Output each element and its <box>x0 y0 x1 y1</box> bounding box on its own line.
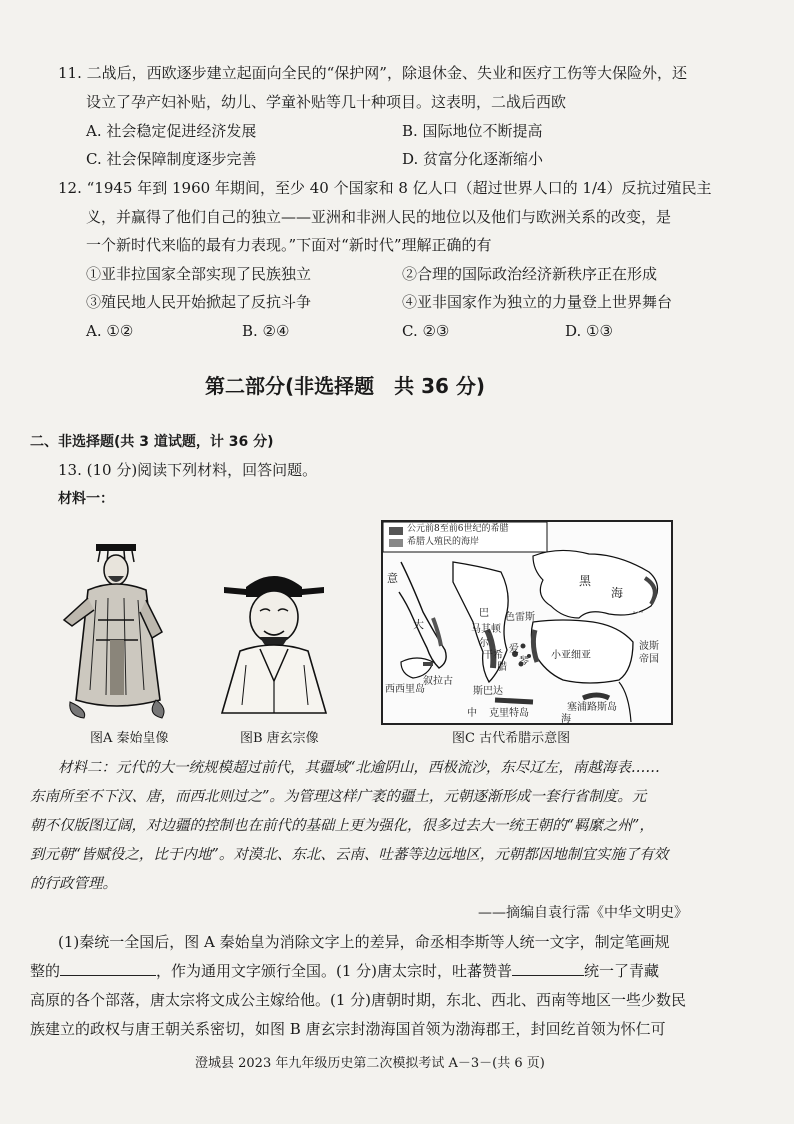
map-legend-greece: 公元前8至前6世纪的希腊 <box>407 524 509 534</box>
q11-option-b: B. 国际地位不断提高 <box>402 122 543 140</box>
map-label: 琴 <box>519 656 529 667</box>
map-label: 大 <box>413 618 424 631</box>
material2-line2: 东南所至不下汉、唐，而西北则过之”。为管理这样广袤的疆土，元朝逐渐形成一套行省制度。元 <box>30 789 647 805</box>
figure-b-caption: 图B 唐玄宗像 <box>240 731 319 746</box>
q11-stem-line1: 11. 二战后，西欧逐步建立起面向全民的“保护网”，除退休金、失业和医疗工伤等大保险外，还 <box>58 64 687 82</box>
q11-option-c: C. 社会保障制度逐步完善 <box>86 150 257 168</box>
map-label: 腊 <box>497 662 507 673</box>
q12-statement-3: ③殖民地人民开始掀起了反抗斗争 <box>86 293 312 311</box>
map-label: 叙拉古 <box>423 676 453 687</box>
map-legend-colonies: 希腊人殖民的海岸 <box>407 537 480 547</box>
ancient-greece-map <box>381 520 673 725</box>
answer-blank-script[interactable] <box>60 961 156 976</box>
material2-line1: 材料二：元代的大一统规模超过前代，其疆域“北逾阴山，西极流沙，东尽辽左，南越海表…… <box>58 760 660 776</box>
map-label: 色雷斯 <box>505 612 535 623</box>
material2-line5: 的行政管理。 <box>30 876 117 892</box>
map-label: 海 <box>561 714 571 725</box>
tang-xuanzong-portrait <box>216 565 332 715</box>
material2-line3: 朝不仅版图辽阔，对边疆的控制也在前代的基础上更为强化，很多过去大一统王朝的“羁縻之州”， <box>30 818 654 834</box>
q12-option-c: C. ②③ <box>402 322 450 340</box>
map-label: 中 <box>467 708 477 719</box>
map-label: 尔 <box>479 638 489 649</box>
map-label: 克里特岛 <box>489 708 529 719</box>
q12-statement-2: ②合理的国际政治经济新秩序正在形成 <box>402 265 658 283</box>
map-label: 意 <box>387 572 398 585</box>
material1-label: 材料一： <box>58 491 114 507</box>
map-label: 爱 <box>509 644 519 655</box>
figure-c-caption: 图C 古代希腊示意图 <box>452 731 571 746</box>
q12-option-d: D. ①③ <box>565 322 613 340</box>
material2-source: ——摘编自袁行霈《中华文明史》 <box>478 905 688 921</box>
q13-stem: 13. (10 分)阅读下列材料，回答问题。 <box>58 461 318 479</box>
q11-option-d: D. 贫富分化逐渐缩小 <box>402 150 544 168</box>
page-footer: 澄城县 2023 年九年级历史第二次模拟考试 A－3－(共 6 页) <box>195 1056 545 1071</box>
q12-statement-1: ①亚非拉国家全部实现了民族独立 <box>86 265 312 283</box>
q12-stem-line2: 义，并赢得了他们自己的独立——亚洲和非洲人民的地位以及他们与欧洲关系的改变，是 <box>86 208 672 226</box>
section2-heading: 二、非选择题(共 3 道试题，计 36 分) <box>30 434 274 450</box>
map-label: 海 <box>611 586 624 600</box>
q13-part1-line1: (1)秦统一全国后，图 A 秦始皇为消除文字上的差异，命丞相李斯等人统一文字，制定笔画规 <box>58 933 670 951</box>
q12-option-b: B. ②④ <box>242 322 290 340</box>
q13-part1-line2 <box>30 960 659 982</box>
q12-stem-line3: 一个新时代来临的最有力表现。”下面对“新时代”理解正确的有 <box>86 236 492 254</box>
q12-option-a: A. ①② <box>86 322 134 340</box>
map-label: 塞浦路斯岛 <box>567 702 617 713</box>
map-label: 斯巴达 <box>473 686 503 697</box>
map-label: 干 <box>483 650 493 661</box>
map-label: 小亚细亚 <box>551 650 591 661</box>
figure-a-caption: 图A 秦始皇像 <box>90 731 169 746</box>
map-label: 希 <box>493 650 503 661</box>
q13-part1-line3: 高原的各个部落，唐太宗将文成公主嫁给他。(1 分)唐朝时期，东北、西北、西南等地区一些少数民 <box>30 991 687 1009</box>
map-label: 黑 <box>579 574 592 588</box>
q13-part1-line4: 族建立的政权与唐王朝关系密切，如图 B 唐玄宗封渤海国首领为渤海郡王，封回纥首领为怀仁可 <box>30 1020 666 1038</box>
part2-title: 第二部分(非选择题 共 36 分) <box>205 374 486 398</box>
q11-option-a: A. 社会稳定促进经济发展 <box>86 122 257 140</box>
map-label: 巴 <box>479 608 489 619</box>
map-label: 波斯帝国 <box>639 641 659 665</box>
q13-part1-text: ，作为通用文字颁行全国。(1 分)唐太宗时，吐蕃赞普 <box>156 962 513 980</box>
qin-shihuang-portrait <box>58 540 178 720</box>
material2-line4: 到元朝“皆赋役之，比于内地”。对漠北、东北、云南、吐蕃等边远地区，元朝都因地制宜实施了有效 <box>30 847 669 863</box>
q13-part1-text: 统一了青藏 <box>584 962 660 980</box>
map-label: 马其顿 <box>471 624 501 635</box>
q12-statement-4: ④亚非国家作为独立的力量登上世界舞台 <box>402 293 673 311</box>
q11-stem-line2: 设立了孕产妇补贴，幼儿、学童补贴等几十种项目。这表明，二战后西欧 <box>86 93 567 111</box>
answer-blank-tsenpo[interactable] <box>512 961 584 976</box>
q12-stem-line1: 12. “1945 年到 1960 年期间，至少 40 个国家和 8 亿人口（超过世界人口的 1/4）反抗过殖民主 <box>58 179 712 197</box>
map-label: 西西里岛 <box>385 684 425 695</box>
q13-part1-text: 整的 <box>30 962 61 980</box>
